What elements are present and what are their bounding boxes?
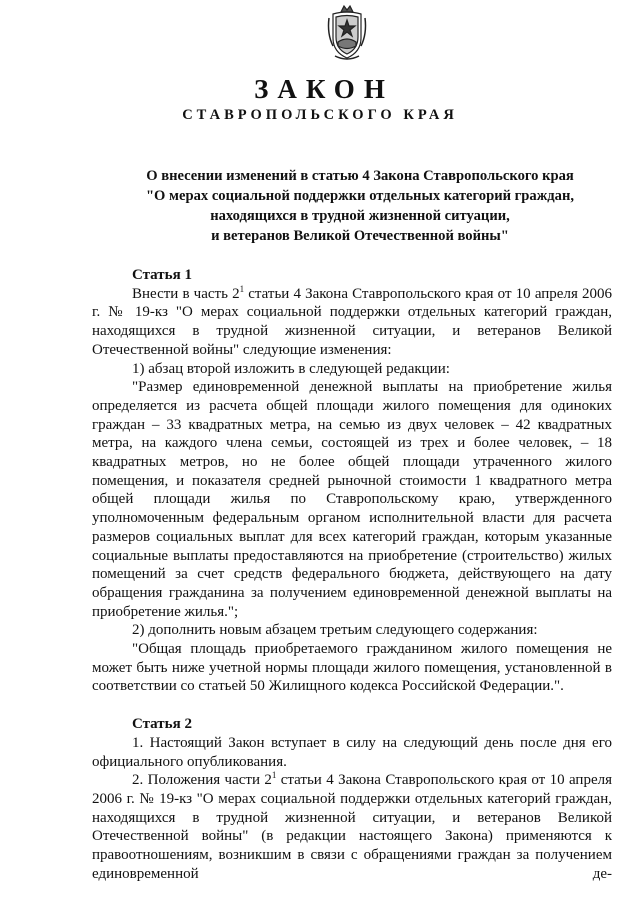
article-1-heading: Статья 1 — [132, 267, 192, 283]
superscript: 1 — [271, 770, 277, 781]
article-2-heading: Статья 2 — [132, 716, 192, 733]
article-1-item-1: 1) абзац второй изложить в следующей редакции: — [132, 360, 450, 377]
article-1-intro: Внести в часть $2^1$ статьи 4 Закона Ставропольского края от 10 апреля 2006 г. № 19-кз "О мерах социальной поддержки отдельных категорий граждан, находящихся в трудной жизненной ситуации, и ветеранов Великой Отечественной войны" следующие изменения: — [92, 283, 612, 358]
superscript: 1 — [239, 283, 245, 294]
document-type-title: ЗАКОН — [254, 74, 394, 104]
article-2-paragraph-1: 1. Настоящий Закон вступает в силу на следующий день после дня его официального опубликования. — [92, 734, 612, 770]
subject-line: находящихся в трудной жизненной ситуации, — [210, 208, 510, 224]
article-2-paragraph-2: 2. Положения части $2^1$ статьи 4 Закона Ставропольского края от 10 апреля 2006 г. № 19-кз "О мерах социальной поддержки отдельных категорий граждан, находящихся в трудной жизненной ситуации, и ветеранов Великой Отечественной войны" (в редакции настоящего Закона) применяются к правоотношениям, возникшим в связи с обращениями граждан за получением единовременной де- — [92, 770, 613, 882]
subject-line: и ветеранов Великой Отечественной войны" — [211, 228, 509, 244]
article-1-quote-2: "Общая площадь приобретаемого гражданином жилого помещения не может быть ниже учетной нормы площади жилого помещения, установленной в соответствии со статьей 50 Жилищного кодекса Российской Федерации.". — [92, 641, 612, 695]
law-body — [92, 266, 612, 884]
subject-line: "О мерах социальной поддержки отдельных категорий граждан, — [145, 188, 575, 204]
article-1-item-2: 2) дополнить новым абзацем третьим следующего содержания: — [132, 622, 538, 639]
coat-of-arms-emblem — [325, 4, 369, 62]
subject-line: О внесении изменений в статью 4 Закона Ставропольского края — [146, 168, 574, 184]
issuer-subtitle: СТАВРОПОЛЬСКОГО КРАЯ — [182, 107, 458, 123]
law-subject — [100, 166, 620, 246]
article-1-quote-1: "Размер единовременной денежной выплаты на приобретение жилья определяется из расчета общей площади жилого помещения для одиноких граждан – 33 квадратных метра, на семью из двух человек – 42 квадратных метра, на каждого члена семьи, состоящей из трех и более человек, – 18 квадратных метров, но не более общей площади утраченного жилого помещения, и показателя средней рыночной стоимости 1 квадратного метра общей площади жилья по Ставропольскому краю, утвержденного уполномоченным федеральным органом исполнительной власти для расчета размеров социальных выплат для всех категорий граждан, которым указанные социальные выплаты предоставляются на приобретение (строительство) жилых помещений за счет средств федерального бюджета, действующего на дату обращения гражданина за получением единовременной денежной выплаты на приобретение жилья."; — [92, 379, 612, 620]
